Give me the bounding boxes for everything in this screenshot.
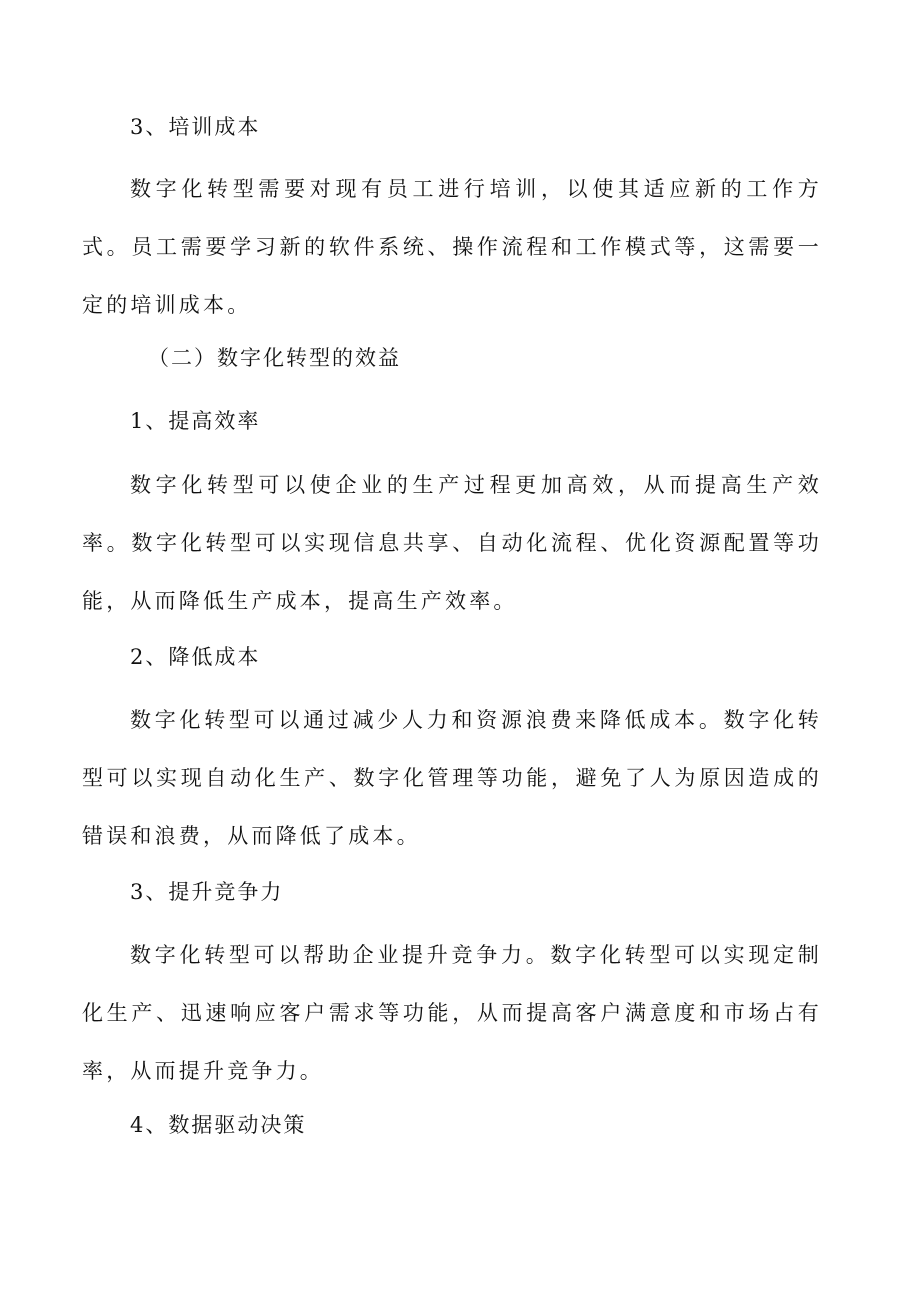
heading-efficiency: 1、提高效率 (130, 409, 261, 433)
paragraph-efficiency: 数字化转型可以使企业的生产过程更加高效，从而提高生产效率。数字化转型可以实现信息共享、自动化流程、优化资源配置等功能，从而降低生产成本，提高生产效率。 (82, 473, 822, 613)
heading-data-driven: 4、数据驱动决策 (130, 1113, 307, 1137)
paragraph-competitiveness: 数字化转型可以帮助企业提升竞争力。数字化转型可以实现定制化生产、迅速响应客户需求等功能，从而提高客户满意度和市场占有率，从而提升竞争力。 (82, 943, 822, 1083)
paragraph-training-cost: 数字化转型需要对现有员工进行培训，以使其适应新的工作方式。员工需要学习新的软件系统、操作流程和工作模式等，这需要一定的培训成本。 (82, 177, 822, 317)
heading-training-cost: 3、培训成本 (130, 115, 261, 139)
heading-cost-reduction: 2、降低成本 (130, 645, 261, 669)
heading-benefits: （二）数字化转型的效益 (148, 346, 401, 370)
heading-competitiveness: 3、提升竞争力 (130, 880, 284, 904)
paragraph-cost-reduction: 数字化转型可以通过减少人力和资源浪费来降低成本。数字化转型可以实现自动化生产、数字化管理等功能，避免了人为原因造成的错误和浪费，从而降低了成本。 (82, 708, 822, 848)
